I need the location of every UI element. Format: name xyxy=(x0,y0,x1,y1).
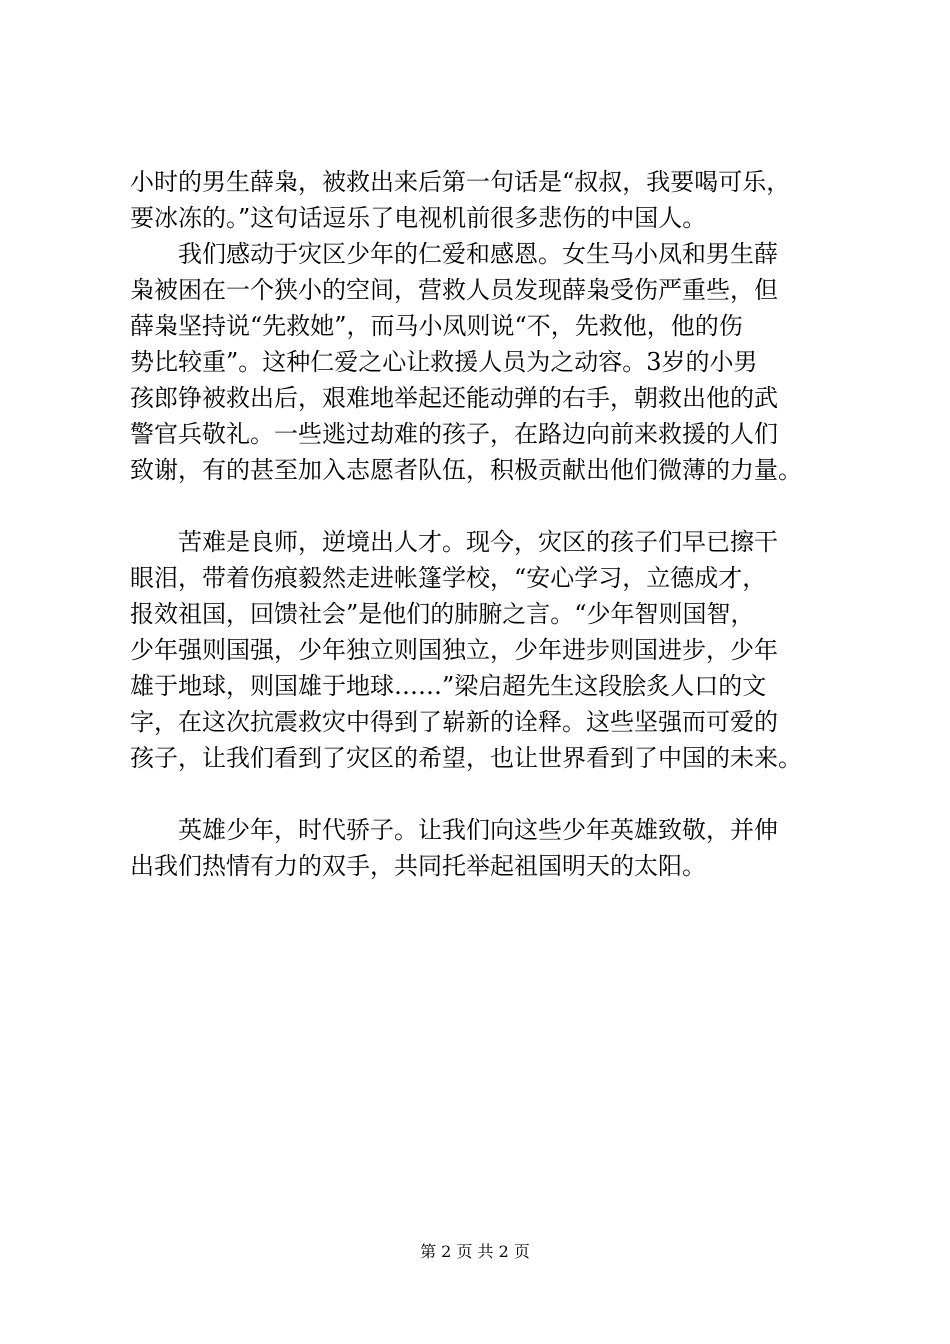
document-body xyxy=(130,164,830,884)
text-line: 致谢，有的甚至加入志愿者队伍，积极贡献出他们微薄的力量。 xyxy=(130,456,802,484)
page-footer: 第 2 页 共 2 页 xyxy=(420,1242,530,1261)
paragraph-spacer xyxy=(130,488,830,524)
paragraph-4 xyxy=(130,812,830,884)
paragraph-spacer xyxy=(130,776,830,812)
text-line: 势比较重”。这种仁爱之心让救援人员为之动容。3岁的小男 xyxy=(130,348,758,376)
text-line: 苦难是良师，逆境出人才。现今，灾区的孩子们早已擦干 xyxy=(130,528,778,556)
text-line: 要冰冻的。”这句话逗乐了电视机前很多悲伤的中国人。 xyxy=(130,204,707,232)
text-line: 英雄少年，时代骄子。让我们向这些少年英雄致敬，并伸 xyxy=(130,816,778,844)
text-line: 小时的男生薛枭，被救出来后第一句话是“叔叔，我要喝可乐， xyxy=(130,168,791,196)
text-line: 报效祖国，回馈社会”是他们的肺腑之言。“少年智则国智， xyxy=(130,600,755,628)
paragraph-2 xyxy=(130,236,830,488)
text-line: 眼泪，带着伤痕毅然走进帐篷学校，“安心学习，立德成才， xyxy=(130,564,767,592)
text-line: 枭被困在一个狭小的空间，营救人员发现薛枭受伤严重些，但 xyxy=(130,276,778,304)
text-line: 少年强则国强，少年独立则国独立，少年进步则国进步，少年 xyxy=(130,636,778,664)
text-line: 孩郎铮被救出后，艰难地举起还能动弹的右手，朝救出他的武 xyxy=(130,384,778,412)
paragraph-1 xyxy=(130,164,830,236)
text-line: 我们感动于灾区少年的仁爱和感恩。女生马小凤和男生薛 xyxy=(130,240,778,268)
text-line: 字，在这次抗震救灾中得到了崭新的诠释。这些坚强而可爱的 xyxy=(130,708,778,736)
text-line: 孩子，让我们看到了灾区的希望，也让世界看到了中国的未来。 xyxy=(130,744,802,772)
text-line: 出我们热情有力的双手，共同托举起祖国明天的太阳。 xyxy=(130,852,706,880)
text-line: 薛枭坚持说“先救她”，而马小凤则说“不，先救他，他的伤 xyxy=(130,312,743,340)
text-line: 警官兵敬礼。一些逃过劫难的孩子，在路边向前来救援的人们 xyxy=(130,420,778,448)
text-line: 雄于地球，则国雄于地球……”梁启超先生这段脍炙人口的文 xyxy=(130,672,767,700)
paragraph-3 xyxy=(130,524,830,776)
